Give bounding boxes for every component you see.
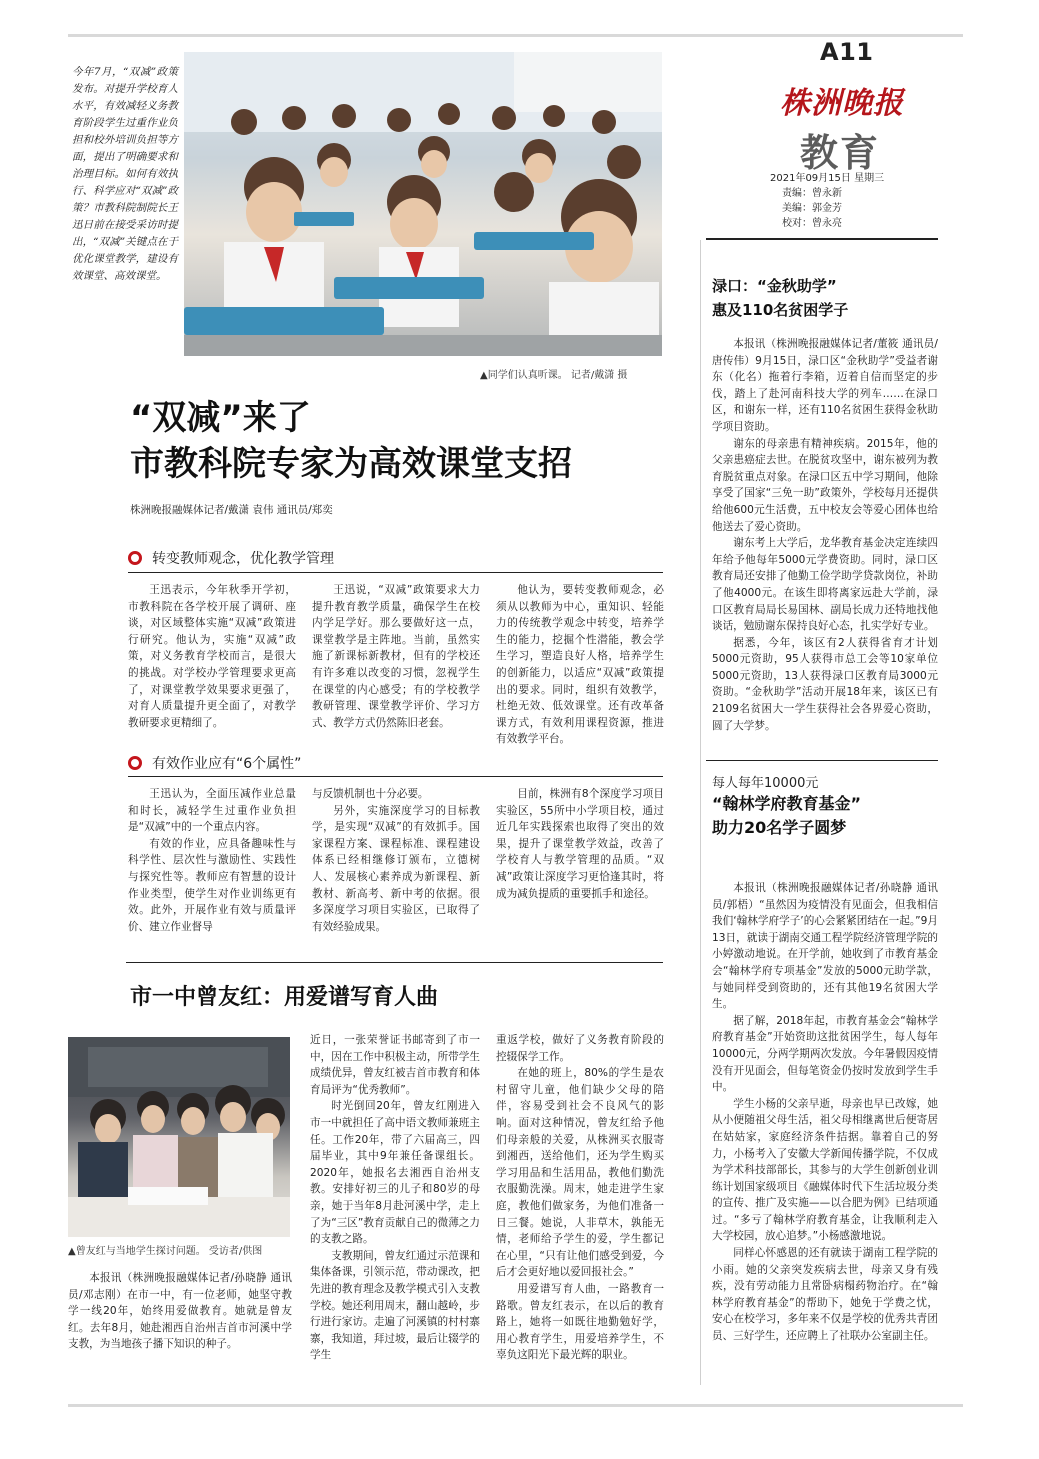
teacher-photo — [68, 1037, 290, 1237]
section1-column-3 — [496, 582, 664, 748]
right-story1-headline-line-2: 惠及110名贫困学子 — [712, 301, 849, 319]
masthead-logo: 株洲晚报 — [780, 86, 904, 121]
paragraph: 支教期间，曾友红通过示范课和集体备课，引领示范，带动课改，把先进的教育理念及教学模式引入支教学校。她还利用周末，翻山越岭，步行进行家访。走遍了河溪镇的村村寨寨，我知道，拜过坡，最后让辍学的学生 — [310, 1249, 480, 1362]
subhead-2-rule — [128, 776, 663, 777]
paragraph: 谢东考上大学后，龙华教育基金决定连续四年给予他每年5000元学费资助。同时，渌口区教育局还安排了他勤工俭学助学贷款岗位，补助了他4000元。在该生即将离家远赴大学前，渌口区教育局局长易国林、副局长成力还特地找他谈话，勉励谢东保持良好心态，扎实学好专业。 — [712, 537, 938, 633]
section2-column-3 — [496, 786, 664, 902]
subhead-2 — [128, 753, 301, 773]
right-story1-headline — [712, 274, 848, 322]
section1-column-2 — [312, 582, 480, 731]
story2-column-3 — [496, 1032, 664, 1364]
paragraph: 另外，实施深度学习的目标教学，是实现“双减”的有效抓手。国家课程方案、课程标准、课程建设体系已经相继修订颁布，立德树人、发展核心素养成为新课程、新教材、新高考、新中考的依据。很多深度学习项目实验区，已取得了有效经验成果。 — [312, 804, 480, 933]
classroom-illustration — [184, 52, 662, 356]
dateline — [770, 171, 940, 231]
story2-column-1 — [68, 1270, 292, 1353]
photo-caption: ▲同学们认真听课。 记者/戴潇 摄 — [480, 370, 628, 381]
section-title: 教育 — [800, 130, 881, 175]
editor-credit: 责编：曾永新 — [782, 188, 842, 199]
proofreader-credit: 校对：曾永亮 — [782, 218, 842, 229]
main-headline — [130, 395, 670, 487]
right-separator — [706, 760, 938, 761]
story2-headline: 市一中曾友红：用爱谱写育人曲 — [130, 985, 439, 1010]
paragraph: 近日，一张荣誉证书邮寄到了市一中，因在工作中积极主动，所带学生成绩优异，曾友红被吉首市教育和体育局评为“优秀教师”。 — [310, 1034, 480, 1096]
paragraph: 有效的作业，应具备趣味性与科学性、层次性与激励性、实践性与探究性等。教师应有智慧的设计作业类型，使学生对作业训练更有效。此外，开展作业有效与质量评价、建立作业督导 — [128, 837, 296, 933]
subhead-1 — [128, 548, 334, 568]
header-rule — [706, 238, 938, 240]
paragraph: 谢东的母亲患有精神疾病。2015年，他的父亲患癌症去世。在脱贫攻坚中，谢东被列为教育脱贫重点对象。在渌口区五中学习期间，他除享受了国家“三免一助”政策外，学校每月还提供给他600元生活费，五中校友会等爱心团体也给他送去了爱心资助。 — [712, 437, 938, 533]
right-story2-body — [712, 880, 938, 1345]
paragraph: 王迅说，“双减”政策要求大力提升教育教学质量，确保学生在校内学足学好。那么要做好这一点，课堂教学是主阵地。当前，虽然实施了新课标新教材，但有的学校还有许多难以改变的习惯，忽视学生在课堂的内心感受；有的学校教学教研管理、课堂教学评价、学习方式、教学方式仍然陈旧老套。 — [312, 584, 480, 729]
headline-line-2: 市教科院专家为高效课堂支招 — [130, 444, 572, 484]
paragraph: 与反馈机制也十分必要。 — [312, 788, 429, 800]
page-number: A11 — [820, 38, 874, 66]
lead-intro: 今年7月，“双减”政策发布。对提升学校育人水平，有效减轻义务教育阶段学生过重作业负担和校外培训负担等方面，提出了明确要求和治理目标。如何有效执行、科学应对“双减”政策？市教科院制院长王迅日前在接受采访时提出，“双减”关键点在于优化课堂教学，建设有效课堂、高效课堂。 — [72, 66, 178, 282]
paragraph: 同样心怀感恩的还有就读于湖南工程学院的小雨。她的父亲突发疾病去世，母亲又身有残疾，没有劳动能力且常卧病榻药物治疗。在“翰林学府教育基金”的帮助下，她免于学费之忧，安心在校学习，多年来不仅是学校的优秀共青团员、三好学生，还应聘上了社联办公室副主任。 — [712, 1247, 938, 1343]
right-story1-headline-line-1: 渌口：“金秋助学” — [712, 277, 837, 295]
subhead-2-text: 有效作业应有“6个属性” — [152, 756, 302, 772]
right-story2-kicker: 每人每年10000元 — [712, 776, 819, 791]
designer-credit: 美编：郭金芳 — [782, 203, 842, 214]
right-story1-body — [712, 336, 938, 734]
subhead-1-text: 转变教师观念，优化教学管理 — [152, 551, 334, 567]
paragraph: 用爱谱写育人曲，一路教育一路歌。曾友红表示，在以后的教育路上，她将一如既往地勤勉好学，用心教育学生，用爱培养学生，不辜负这阳光下最光辉的职业。 — [496, 1282, 664, 1362]
section2-column-2 — [312, 786, 480, 935]
paragraph: 王迅认为，全面压减作业总量和时长，减轻学生过重作业负担是“双减”中的一个重点内容。 — [128, 788, 296, 834]
right-story2-headline — [712, 792, 861, 840]
column-divider — [700, 240, 701, 1385]
classroom-photo — [184, 52, 662, 356]
teacher-illustration — [68, 1037, 290, 1237]
top-rule — [68, 34, 963, 37]
paragraph: 据了解，2018年起，市教育基金会“翰林学府教育基金”开始资助这批贫困学生，每人每年10000元，分两学期两次发放。今年暑假因疫情没有开见面会，但每笔资金仍按时发放到学生手中。 — [712, 1014, 938, 1094]
paragraph: 王迅表示，今年秋季开学初，市教科院在各学校开展了调研、座谈，对区域整体实施“双减”政策进行研究。他认为，实施“双减”政策，对义务教育学校而言，是很大的挑战。对学校办学管理要求更高了，对课堂教学效果要求更强了，对育人质量提升更全面了，对教学教研要求更精细了。 — [128, 584, 296, 729]
headline-line-1: “双减”来了 — [130, 398, 311, 438]
subhead-1-rule — [128, 572, 663, 573]
date: 2021年09月15日 星期三 — [770, 173, 885, 184]
paragraph: 本报讯（株洲晚报融媒体记者/孙晓静 通讯员/郭梧）“虽然因为疫情没有见面会，但我相信我们‘翰林学府学子’的心会紧紧团结在一起。”9月13日，就读于湖南交通工程学院经济管理学院的小婷激动地说。在开学前，她收到了市教育基金会“翰林学府专项基金”发放的5000元助学款，与她同样受到资助的，还有其他19名贫困大学生。 — [712, 882, 938, 1011]
right-story2-headline-line-2: 助力20名学子圆梦 — [712, 818, 847, 837]
bullet-icon — [128, 756, 142, 770]
story2-column-2 — [310, 1032, 480, 1364]
paragraph: 本报讯（株洲晚报融媒体记者/董筱 通讯员/唐传伟）9月15日，渌口区“金秋助学”受益者谢东（化名）拖着行李箱，迈着自信而坚定的步伐，踏上了赴河南科技大学的列车……在渌口区，和谢东一样，还有110名贫困生获得金秋助学项目资助。 — [712, 338, 938, 433]
paragraph: 他认为，要转变教师观念，必须从以教师为中心，重知识、轻能力的传统教学观念中转变，培养学生的能力，挖掘个性潜能，教会学生学习，塑造良好人格，培养学生的创新能力，以适应“双减”政策提出的要求。同时，组织有效教学，杜绝无效、低效课堂。还有改革备课方式，有效利用课程资源，推进有效教学平台。 — [496, 584, 664, 746]
paragraph: 重返学校，做好了义务教育阶段的控辍保学工作。 — [496, 1034, 664, 1063]
bullet-icon — [128, 551, 142, 565]
bottom-rule — [68, 1404, 963, 1407]
paragraph: 据悉，今年，该区有2人获得省育才计划5000元资助，95人获得市总工会等10家单位5000元资助，13人获得渌口区教育局3000元资助。“金秋助学”活动开展18年来，该区已有2109名贫困大一学生获得社会各界爱心资助，圆了大学梦。 — [712, 636, 938, 732]
paragraph: 目前，株洲有8个深度学习项目实验区，55所中小学项目校，通过近几年实践探索也取得了突出的效果，提升了课堂教学效益，改善了学校育人与教学管理的品质。“双减”政策让深度学习更恰逢其时，将成为减负提质的重要抓手和途径。 — [496, 788, 664, 900]
paragraph: 本报讯（株洲晚报融媒体记者/孙晓静 通讯员/邓志刚）在市一中，有一位老师，她坚守教学一线20年，始终用爱做教育。她就是曾友红。去年8月，她赴湘西自治州吉首市河溪中学支教，为当地孩子播下知识的种子。 — [68, 1272, 292, 1351]
byline: 株洲晚报融媒体记者/戴潇 袁伟 通讯员/郑奕 — [130, 504, 333, 516]
paragraph: 学生小杨的父亲早逝，母亲也早已改嫁，她从小便随祖父母生活，祖父母相继离世后便寄居在姑姑家，家庭经济条件拮据。靠着自己的努力，小杨考入了安徽大学新闻传播学院，不仅成为学术科技部部长，其参与的大学生创新创业训练计划国家级项目《融媒体时代下生活垃圾分类的宣传、推广及实施——以合肥为例》已结项通过。“多亏了翰林学府教育基金，让我顺利走入大学校园，放心追梦。”小杨感激地说。 — [712, 1097, 938, 1243]
right-story2-headline-line-1: “翰林学府教育基金” — [712, 794, 862, 813]
story2-photo-caption: ▲曾友红与当地学生探讨问题。 受访者/供图 — [68, 1246, 263, 1257]
story2-top-rule — [126, 962, 663, 963]
section1-column-1 — [128, 582, 296, 731]
section2-column-1 — [128, 786, 296, 935]
paragraph: 在她的班上，80%的学生是农村留守儿童，他们缺少父母的陪伴，容易受到社会不良风气的影响。面对这种情况，曾友红给予他们母亲般的关爱，从株洲买衣服寄到湘西，送给他们，还为学生购买学习用品和生活用品，教他们勤洗衣服勤洗澡。周末，她走进学生家庭，教他们做家务，为他们准备一日三餐。她说，人非草木，孰能无情，老师给予学生的爱，学生都记在心里，“只有让他们感受到爱，今后才会更好地以爱回报社会。” — [496, 1067, 664, 1279]
paragraph: 时光倒回20年，曾友红刚进入市一中就担任了高中语文教师兼班主任。工作20年，带了六届高三，四届毕业，其中9年兼任备课组长。2020年，她报名去湘西自治州支教。安排好初三的儿子和80岁的母亲，她于当年8月赴河溪中学，走上了为“三区”教育贡献自己的微薄之力的支教之路。 — [310, 1100, 480, 1246]
